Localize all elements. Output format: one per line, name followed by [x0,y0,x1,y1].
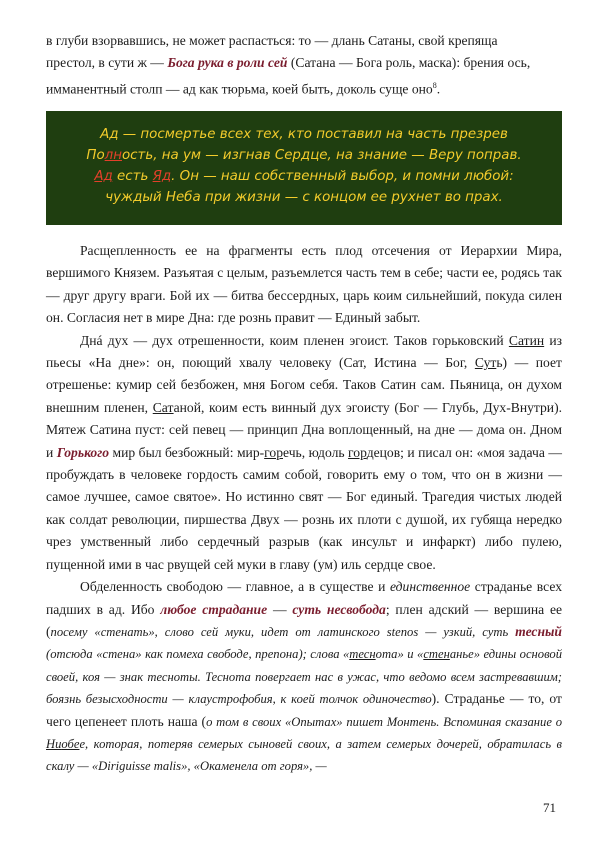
poem-text: ость, на ум — изгнав Сердце, на знание — Веру поправ. [121,148,522,163]
footnote-ref[interactable]: 8 [432,80,437,90]
text: , коим есть винный дух эгоисту (Бог — Глубь, Дух-Внутри). Мятеж Сатина пуст: сей певец — принцип Дна воплощенный, на дне — дома он. Дном и [46,399,562,460]
underlined-text: ин [529,332,545,348]
underlined-text: Сат [152,399,174,415]
poem-line-3 [46,166,562,187]
italic-text: е, которая, потеряв семерых сыновей своих, а затем семерых дочерей, обратилась в скалу — «Diriguisse malis», «Окаменела от горя», — [46,736,562,774]
text: аной [173,399,201,415]
intro-text: в глуби взорвавшись, не может распасться: то — длань Сатаны, свой крепяща [46,33,498,48]
intro-text: имманентный столп — ад как тюрьма, коей быть, доколь суще оно [46,81,433,97]
intro-line-2 [46,52,562,74]
intro-block [46,30,562,101]
underlined-text: обе [61,736,80,751]
underlined-text: гор [264,444,283,460]
intro-text: престол, в сути ж — [46,55,168,71]
poem-line-1: Ад — посмертье всех тех, кто поставил на часть презрев [100,127,508,142]
italic-text: (отсюда «стена» как помеха свободе, препона); слова « [46,647,350,662]
italic-text: о том в своих «Опытах» пишет Монтень. Вспоминая сказание о [206,714,562,729]
text: децов; и писал он: «моя задача — пробуждать в человеке гордость самим собой, говорить ему о том, что он в жизни — самое лучшее, самое святое». Но истинно свят — Бог единый. Трагедия чистых людей как солдат революции, пиршества Двух — рознь их плоти с душой, их губяща нередко чрез умственный либо сердечный разрыв (как инсульт и инфаркт) либо пулею, пущенной ими в час рвущей сей муки в главу (ум) иль сердце свое. [46,444,562,572]
text: из пьесы «На дне»: он, поющий хвалу человеку (Сат, Истина — Бог, [46,332,562,371]
underlined-text: Сат [508,332,530,348]
underlined-text: стен [423,647,450,662]
poem-highlight: лн [104,148,122,163]
intro-line-3 [46,75,562,101]
poem-text: . Он — наш собственный выбор, и помни любой: [171,169,514,184]
emphasis-text: тесный [515,623,562,639]
underlined-text: Сут [474,355,497,371]
poem-highlight: Яд [152,169,172,184]
underlined-text: Ни [46,736,62,751]
underlined-text: тесн [349,647,376,662]
intro-text: (Сатана — Бога роль, маска): брения ось, [287,55,531,71]
poem-line-2 [46,145,562,166]
intro-text: . [436,81,441,97]
poem-text: есть [112,169,153,184]
text: ) — поет отрешенье: кумир сей безбожен, мня Богом себя. Таков Сатин сам. Пьяница, он духом внешним пленен, [46,355,562,415]
paragraph-1: Расщепленность ее на фрагменты есть плод отсечения от Иерархии Мира, вершимого Князем. Разъятая с целым, разъемлется часть тем в себе; части ее, родясь так — друг другу враги. Бой их — битва бессердных, царь коим сильнейший, покуда силен он. Согласия нет в мире Дна: где рознь правит — Единый забыт. [46,243,562,326]
main-text [46,240,562,778]
emphasis-text: Бога рука в роли сей [167,55,288,71]
emphasis-text: любое страдание [160,601,268,617]
text: Днá дух — дух отрешенности, коим пленен эгоист. Таков горьковский [80,332,509,348]
poem-highlight: Ад [94,169,113,184]
text: ь [496,355,503,371]
italic-text: анье» едины основой своей, коя — знак тесноты. Теснота повергает нас в ужас, что ведомо всем застревавшим; боязнь безысходности — клаустрофобия, к коей толчок одиночество [46,647,562,707]
text: — [267,601,293,617]
page-number: 71 [543,800,556,815]
italic-text: единственное [389,579,471,595]
text: Обделенность свободою — главное, а в существе и [80,579,390,595]
underlined-text: гор [348,444,367,460]
poem-box [46,111,562,225]
text: страданье всех падших в ад. Ибо [46,579,562,617]
text: ечь, юдоль [283,444,349,460]
text: ; плен адский — вершина ее ( [46,601,563,639]
text: ). Страданье — то, от чего цепенеет плоть наша ( [46,691,562,729]
italic-text: посему «стенать», слово сей муки, идет от латинского stenos — узкий, суть [50,624,516,639]
paragraph-3 [46,576,562,778]
emphasis-text: Горького [56,444,110,460]
intro-line-1 [46,30,562,52]
italic-text: ота» и « [375,647,424,662]
poem-text: По [86,148,105,163]
emphasis-text: суть несвобода [292,601,386,617]
poem-line-4: чуждый Неба при жизни — с концом ее рухнет во прах. [105,190,503,205]
text: мир был безбожный: мир- [109,444,265,460]
paragraph-2 [46,330,562,576]
